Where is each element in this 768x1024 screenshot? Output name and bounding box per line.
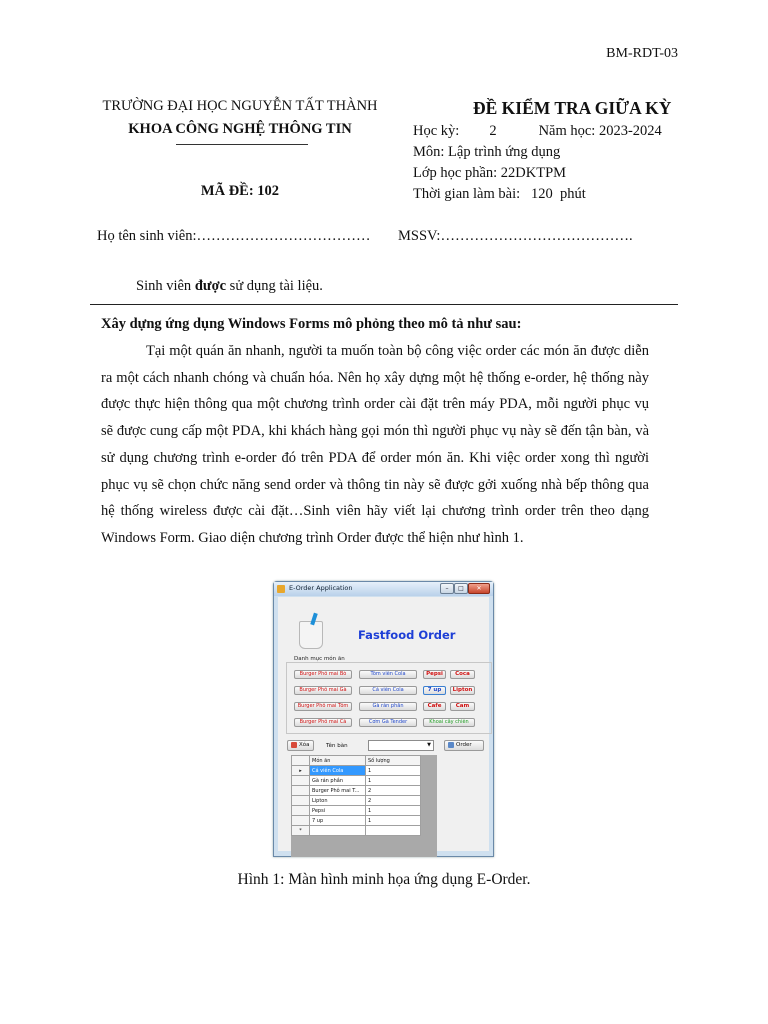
close-icon: ✕ (468, 583, 490, 594)
grid-cell-qty: 1 (366, 816, 421, 826)
university-name: TRƯỜNG ĐẠI HỌC NGUYỄN TẤT THÀNH (102, 98, 378, 114)
cam-button: Cam (450, 702, 475, 711)
duration-line (413, 186, 586, 203)
duration-label: Thời gian làm bài: (413, 186, 521, 202)
grid-cell-qty: 2 (366, 786, 421, 796)
new-row (292, 826, 421, 836)
row-header (292, 796, 310, 806)
app-icon (277, 585, 285, 593)
figure-caption: Hình 1: Màn hình minh họa ứng dụng E-Order. (237, 871, 531, 888)
grid-corner (292, 756, 310, 766)
task-title: Xây dựng ứng dụng Windows Forms mô phỏng theo mô tả như sau: (101, 316, 522, 332)
task-description: Tại một quán ăn nhanh, người ta muốn toàn bộ công việc order các món ăn được diễn ra một cách nhanh chóng và chuẩn hóa. Nên họ xây dựng một hệ thống e-order, hệ thống này được thực hiện thông qua một chương trình order cài đặt trên máy PDA, mỗi người phục vụ sẽ được cung cấp một PDA, khi khách hàng gọi món thì người phục vụ này sẽ đến tận bàn, và sử dụng chương trình e-order đó trên PDA để order món ăn. Khi việc order xong thì người phục vụ sẽ chọn chức năng send order và thông tin này sẽ được gởi xuống nhà bếp thông qua hệ thống wireless được cài đặt…Sinh viên hãy viết lại chương trình order trên theo dạng Windows Form. Giao diện chương trình Order được thể hiện như hình 1. (101, 343, 649, 546)
delete-button: Xóa (287, 740, 314, 751)
grid-cell-item: Pepsi (310, 806, 366, 816)
ca-vien-cola-button: Cá viên Cola (359, 686, 417, 695)
menu-group-label: Danh mục món ăn (294, 656, 345, 662)
row-header (292, 816, 310, 826)
burger-tom-button: Burger Phô mai Tôm (294, 702, 352, 711)
table-select (368, 740, 434, 751)
window-titlebar (274, 582, 493, 596)
order-grid (291, 755, 437, 857)
lipton-button: Lipton (450, 686, 475, 695)
ga-ran-phan-button: Gà rán phần (359, 702, 417, 711)
grid-cell-qty (366, 826, 421, 836)
duration-unit: phút (560, 186, 586, 202)
dropdown-arrow-icon: ▼ (427, 742, 431, 748)
grid-cell-item: Burger Phô mai T... (310, 786, 366, 796)
pepsi-button: Pepsi (423, 670, 446, 679)
grid-header-item: Món ăn (310, 756, 366, 766)
grid-header-qty: Số lượng (366, 756, 421, 766)
table-row (292, 796, 421, 806)
exam-title: ĐỀ KIỂM TRA GIỮA KỲ (473, 98, 672, 118)
semester-label: Học kỳ: (413, 123, 460, 139)
grid-cell-item: Cá viên Cola (310, 766, 366, 776)
row-header: * (292, 826, 310, 836)
school-year-label: Năm học: (538, 123, 596, 139)
grid-cell-qty: 1 (366, 806, 421, 816)
faculty-name: KHOA CÔNG NGHỆ THÔNG TIN (128, 121, 352, 137)
table-row (292, 806, 421, 816)
row-header: ▸ (292, 766, 310, 776)
khoai-cay-chien-button: Khoai cây chiên (423, 718, 475, 727)
grid-cell-item (310, 826, 366, 836)
school-year-value: 2023-2024 (598, 123, 662, 139)
app-title: Fastfood Order (358, 628, 456, 642)
table-row (292, 786, 421, 796)
coca-button: Coca (450, 670, 475, 679)
order-icon (448, 742, 454, 748)
semester-value: 2 (489, 123, 497, 139)
cup-logo-icon (299, 621, 323, 649)
table-label: Tên bàn (326, 743, 348, 749)
seven-up-button: 7 up (423, 686, 446, 695)
com-ga-tender-button: Cơm Gà Tender (359, 718, 417, 727)
tom-vien-cola-button: Tôm viên Cola (359, 670, 417, 679)
duration-value: 120 (531, 186, 553, 202)
burger-bo-button: Burger Phô mai Bò (294, 670, 352, 679)
section-divider (90, 304, 678, 305)
row-header (292, 786, 310, 796)
exam-code: MÃ ĐỀ: 102 (200, 183, 280, 199)
grid-cell-item: Gà rán phần (310, 776, 366, 786)
grid-cell-item: 7 up (310, 816, 366, 826)
header-divider (176, 144, 308, 145)
class-line: Lớp học phần: 22DKTPM (413, 165, 567, 181)
grid-cell-qty: 1 (366, 766, 421, 776)
documents-note-emphasis: được (194, 278, 227, 294)
minimize-icon: – (440, 583, 454, 594)
grid-cell-qty: 1 (366, 776, 421, 786)
burger-ga-button: Burger Phô mai Gà (294, 686, 352, 695)
order-button: Order (444, 740, 484, 751)
student-id-field: MSSV:…………………………………. (398, 228, 633, 244)
grid-cell-item: Lipton (310, 796, 366, 806)
row-header (292, 806, 310, 816)
semester-line (413, 123, 662, 140)
row-header (292, 776, 310, 786)
maximize-icon: □ (454, 583, 468, 594)
delete-icon (291, 742, 297, 748)
window-title: E-Order Application (289, 584, 353, 592)
order-grid-table (291, 755, 421, 836)
table-row (292, 766, 421, 776)
documents-note: Sinh viên được sử dụng tài liệu. (136, 278, 323, 294)
window-client-area (278, 597, 489, 851)
eorder-window-figure (273, 581, 494, 857)
burger-ca-button: Burger Phô mai Cá (294, 718, 352, 727)
grid-cell-qty: 2 (366, 796, 421, 806)
table-row (292, 816, 421, 826)
student-name-field: Họ tên sinh viên:……………………………… (97, 228, 371, 244)
form-code: BM-RDT-03 (606, 46, 678, 61)
table-row (292, 776, 421, 786)
cafe-button: Cafe (423, 702, 446, 711)
subject-line: Môn: Lập trình ứng dụng (413, 144, 561, 160)
